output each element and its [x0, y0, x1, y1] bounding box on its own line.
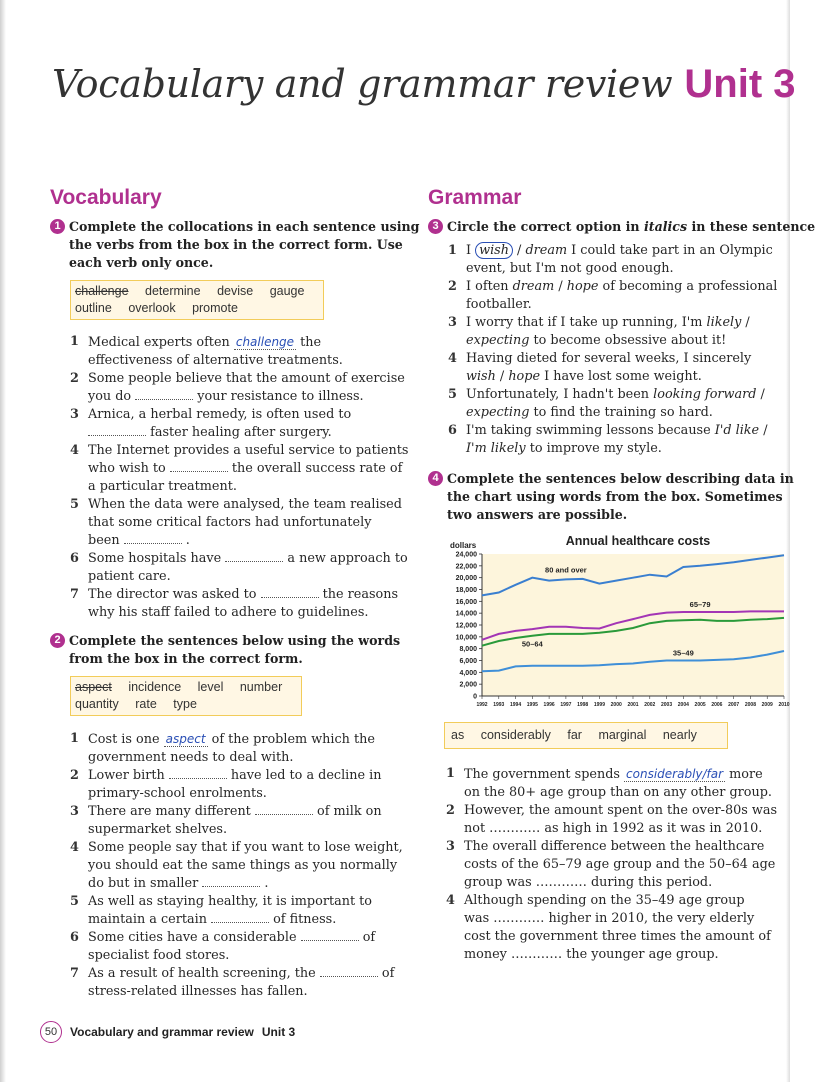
x-tick-label: 2002	[644, 702, 656, 708]
list-item: 6 I'm taking swimming lessons because I'd like / I'm likely to improve my style.	[448, 423, 768, 456]
list-item	[70, 370, 410, 406]
series-label: 35–49	[672, 648, 694, 658]
grammar-column	[428, 186, 815, 964]
list-item	[70, 929, 410, 965]
item-text: Unfortunately, I hadn't been	[466, 387, 650, 402]
item-text: the reasons	[322, 587, 399, 602]
item-text: primary-school enrolments.	[88, 786, 267, 801]
item-text: I worry that if I take up running, I'm	[466, 315, 703, 330]
x-tick-label: 2010	[778, 702, 790, 708]
list-item: 2 I often dream / hope of becoming a professional footballer.	[448, 278, 784, 314]
y-tick-label: 16,000	[455, 598, 477, 606]
list-item	[70, 767, 410, 803]
list-item	[70, 406, 410, 442]
item-number: 3	[448, 315, 457, 330]
item-text: to improve my style.	[529, 441, 662, 456]
series-label: 80 and over	[545, 565, 587, 575]
word-box-item: as	[451, 728, 465, 742]
x-tick-label: 1992	[476, 702, 488, 708]
grammar-heading: Grammar	[428, 186, 522, 209]
x-tick-label: 2009	[761, 702, 773, 708]
handwritten-answer[interactable]: challenge	[235, 335, 295, 349]
word-box-item: rate	[135, 697, 157, 711]
item-number: 2	[446, 803, 455, 818]
list-item	[446, 838, 784, 892]
item-text: Medical experts often	[88, 335, 230, 350]
list-item	[70, 442, 410, 496]
item-number: 6	[448, 423, 457, 438]
item-text: I'm taking swimming lessons because	[466, 423, 711, 438]
exercise-3-instruction	[428, 218, 815, 236]
item-text: Having dieted for several weeks, I sincerely	[466, 351, 752, 366]
item-text: costs of the 65–79 age group and the 50–64 age	[464, 857, 776, 872]
item-text: more	[729, 767, 763, 782]
title-main: Vocabulary and grammar review	[52, 62, 673, 106]
option[interactable]: hope	[566, 279, 599, 294]
instruction-line: two answers are possible.	[447, 507, 628, 522]
x-tick-label: 1994	[509, 702, 522, 708]
instruction-text: in these sentence	[687, 219, 815, 234]
option[interactable]: I'm likely	[466, 441, 526, 456]
word-box-2	[70, 676, 302, 716]
instruction-line: the verbs from the box in the correct form. Use	[69, 237, 403, 252]
page-number: 50	[40, 1021, 62, 1043]
list-item	[70, 839, 410, 893]
item-text: Cost is one	[88, 732, 160, 747]
exercise-2-list	[70, 730, 410, 1001]
option[interactable]: dream	[525, 243, 568, 258]
y-tick-label: 6,000	[459, 658, 477, 665]
list-item	[70, 730, 410, 767]
word-box-item: level	[197, 680, 224, 694]
y-tick-label: 2,000	[459, 681, 477, 689]
answer-blank[interactable]	[211, 912, 269, 923]
item-number: 5	[70, 894, 79, 909]
item-number: 4	[70, 840, 79, 855]
item-text: effectiveness of alternative treatments.	[88, 353, 343, 368]
option[interactable]: dream	[512, 279, 555, 294]
y-tick-label: 10,000	[455, 634, 477, 642]
y-tick-label: 18,000	[455, 587, 477, 594]
page-footer	[40, 1021, 295, 1043]
item-text: of fitness.	[273, 912, 337, 927]
item-text: money ………… the younger age group.	[464, 947, 719, 962]
answer-blank[interactable]	[320, 966, 378, 977]
item-text: The overall difference between the healthcare	[464, 839, 765, 854]
x-tick-label: 1997	[560, 702, 572, 708]
x-tick-label: 2008	[744, 702, 757, 708]
list-item	[70, 496, 410, 550]
list-item: 5 Unfortunately, I hadn't been looking forward / expecting to find the training so hard.	[448, 387, 765, 420]
item-text: that some critical factors had unfortunately	[88, 515, 372, 530]
list-item	[70, 550, 410, 586]
word-box-item: aspect	[75, 680, 112, 694]
item-number: 3	[446, 839, 455, 854]
option[interactable]: wish	[466, 369, 496, 384]
item-text: you should eat the same things as you normally	[88, 858, 398, 873]
x-tick-label: 2006	[711, 702, 723, 708]
page-title	[52, 62, 796, 107]
answer-blank[interactable]	[169, 768, 227, 779]
item-number: 2	[70, 768, 79, 783]
item-text: Some hospitals have	[88, 551, 222, 566]
list-item	[70, 803, 410, 839]
word-box-item: devise	[217, 284, 254, 298]
instruction-line: Complete the collocations in each sentence using	[69, 219, 420, 234]
item-text: When the data were analysed, the team realised	[88, 497, 402, 512]
item-text: group was ………… during this period.	[464, 875, 713, 890]
item-text: I have lost some weight.	[544, 369, 702, 384]
answer-blank[interactable]	[301, 930, 359, 941]
item-number: 4	[446, 893, 455, 908]
item-text: As a result of health screening, the	[88, 966, 316, 981]
item-text: As well as staying healthy, it is important to	[88, 894, 373, 909]
list-item	[70, 893, 410, 929]
x-tick-label: 2001	[627, 702, 639, 708]
item-number: 1	[70, 731, 79, 746]
item-text: .	[264, 876, 269, 891]
item-text: The government spends	[464, 767, 620, 782]
x-tick-label: 2007	[728, 702, 740, 708]
chart-svg	[428, 532, 790, 712]
plot-background	[482, 554, 784, 696]
item-number: 1	[448, 243, 457, 258]
option[interactable]: hope	[508, 369, 541, 384]
y-tick-label: 12,000	[455, 622, 477, 630]
x-tick-label: 1996	[543, 702, 555, 708]
answer-blank[interactable]	[202, 876, 260, 887]
answer-blank[interactable]	[135, 389, 193, 400]
vocabulary-heading: Vocabulary	[50, 186, 162, 209]
word-box-item: incidence	[128, 680, 182, 694]
list-item	[70, 586, 410, 622]
word-box-item: marginal	[598, 728, 647, 742]
item-text: Some people say that if you want to lose weight,	[88, 840, 403, 855]
answer-blank[interactable]	[255, 804, 313, 815]
y-tick-label: 22,000	[455, 563, 477, 571]
item-text: patient care.	[88, 569, 171, 584]
item-number: 3	[70, 804, 79, 819]
answer-blank[interactable]	[225, 551, 283, 562]
option[interactable]: likely	[706, 315, 742, 330]
exercise-1-list	[70, 333, 410, 622]
option[interactable]: looking forward	[653, 387, 757, 402]
item-text: However, the amount spent on the over-80s was	[464, 803, 778, 818]
list-item: 3 I worry that if I take up running, I'm likely / expecting to become obsessive about it!	[448, 315, 750, 348]
y-axis-label: dollars	[450, 541, 477, 550]
x-tick-label: 1999	[593, 702, 606, 708]
instruction-italic: italics	[643, 219, 688, 234]
y-tick-label: 8,000	[459, 646, 477, 654]
x-tick-label: 2004	[677, 702, 689, 708]
exercise-2-instruction	[50, 632, 410, 668]
item-text: Although spending on the 35–49 age group	[464, 893, 745, 908]
footer-title: Vocabulary and grammar review	[70, 1025, 254, 1039]
word-box-item: outline	[75, 301, 112, 315]
answer-blank[interactable]	[170, 461, 228, 472]
item-text: Lower birth	[88, 768, 165, 783]
handwritten-answer[interactable]: considerably/far	[626, 767, 724, 781]
instruction-line: Complete the sentences below describing data in	[447, 471, 794, 486]
item-text: government needs to deal with.	[88, 750, 294, 765]
item-text: have led to a decline in	[230, 768, 382, 783]
item-text: of	[362, 930, 376, 945]
exercise-3-list	[448, 242, 784, 458]
item-number: 6	[70, 551, 79, 566]
word-box-item: challenge	[75, 284, 129, 298]
word-box-item: number	[239, 680, 283, 694]
item-number: 1	[70, 334, 79, 349]
word-box-item: overlook	[128, 301, 176, 315]
circled-option[interactable]: wish	[475, 242, 513, 259]
y-tick-label: 0	[473, 693, 477, 701]
word-box-4	[444, 722, 728, 749]
page-edge-right	[786, 0, 790, 1082]
series-label: 65–79	[689, 599, 711, 609]
item-text: cost the government three times the amount of	[464, 929, 771, 944]
item-text: been	[88, 533, 120, 548]
item-text: of the problem which the	[211, 732, 375, 747]
item-number: 6	[70, 930, 79, 945]
list-item	[446, 892, 784, 964]
exercise-number-badge: 1	[50, 219, 65, 234]
x-tick-label: 2003	[660, 702, 673, 708]
word-box-item: considerably	[480, 728, 551, 742]
instruction-text: Circle the correct option in	[447, 219, 644, 234]
item-number: 7	[70, 587, 79, 602]
item-text: There are many different	[88, 804, 251, 819]
x-tick-label: 2005	[694, 702, 706, 708]
list-item	[70, 333, 410, 370]
item-text: maintain a certain	[88, 912, 207, 927]
word-box-item: gauge	[269, 284, 305, 298]
item-text: a new approach to	[287, 551, 408, 566]
list-item: 4 Having dieted for several weeks, I sincerely wish / hope I have lost some weight.	[448, 350, 784, 386]
item-text: not ………… as high in 1992 as it was in 2010.	[464, 821, 763, 836]
exercise-number-badge: 2	[50, 633, 65, 648]
item-text: specialist food stores.	[88, 948, 230, 963]
item-number: 1	[446, 766, 455, 781]
exercise-number-badge: 4	[428, 471, 443, 486]
item-text: faster healing after surgery.	[150, 425, 332, 440]
instruction-line: Complete the sentences below using the words	[69, 633, 401, 648]
x-tick-label: 1998	[577, 702, 589, 708]
item-text: to become obsessive about it!	[533, 333, 727, 348]
item-text: who wish to	[88, 461, 166, 476]
exercise-4-instruction	[428, 470, 794, 524]
item-text: I often	[466, 279, 509, 294]
item-text: your resistance to illness.	[197, 389, 364, 404]
word-box-item: nearly	[662, 728, 697, 742]
item-number: 2	[70, 371, 79, 386]
item-text: do but in smaller	[88, 876, 199, 891]
item-number: 5	[448, 387, 457, 402]
handwritten-answer[interactable]: aspect	[165, 732, 206, 746]
list-item	[446, 802, 784, 838]
instruction-line: the chart using words from the box. Sometimes	[447, 489, 783, 504]
item-text: Some cities have a considerable	[88, 930, 297, 945]
title-unit: Unit 3	[684, 62, 796, 106]
item-number: 3	[70, 407, 79, 422]
word-box-item: determine	[145, 284, 201, 298]
item-number: 5	[70, 497, 79, 512]
item-text: Arnica, a herbal remedy, is often used to	[88, 407, 352, 422]
option[interactable]: expecting	[466, 333, 530, 348]
vocabulary-column	[50, 186, 420, 1001]
exercise-number-badge: 3	[428, 219, 443, 234]
option[interactable]: expecting	[466, 405, 530, 420]
chart-title: Annual healthcare costs	[565, 534, 711, 548]
item-text: event, but I'm not good enough.	[466, 261, 674, 276]
item-text: supermarket shelves.	[88, 822, 228, 837]
item-text: a particular treatment.	[88, 479, 237, 494]
item-text: why his staff failed to adhere to guidelines.	[88, 605, 369, 620]
item-number: 4	[70, 443, 79, 458]
item-text: The Internet provides a useful service to patients	[88, 443, 409, 458]
instruction-line: from the box in the correct form.	[69, 651, 303, 666]
footer-unit: Unit 3	[261, 1025, 296, 1039]
item-text: the overall success rate of	[231, 461, 403, 476]
item-text: footballer.	[466, 297, 532, 312]
x-tick-label: 1993	[493, 702, 505, 708]
exercise-4-list	[446, 765, 784, 964]
word-box-item: far	[567, 728, 582, 742]
y-tick-label: 20,000	[455, 575, 477, 583]
y-tick-label: 24,000	[455, 551, 477, 559]
y-tick-label: 4,000	[459, 669, 477, 677]
item-text: of milk on	[316, 804, 382, 819]
word-box-item: type	[173, 697, 197, 711]
item-number: 4	[448, 351, 457, 366]
item-text: I could take part in an Olympic	[571, 243, 773, 258]
series-label: 50–64	[521, 639, 543, 649]
item-text: on the 80+ age group than on any other group.	[464, 785, 772, 800]
item-text: was ………… higher in 2010, the very elderly	[464, 911, 755, 926]
healthcare-chart	[428, 532, 790, 716]
x-tick-label: 2000	[610, 702, 622, 708]
word-box-1	[70, 280, 324, 320]
y-tick-label: 14,000	[455, 610, 477, 618]
option[interactable]: I'd like	[714, 423, 760, 438]
item-text: of becoming a professional	[602, 279, 778, 294]
list-item: 1 I wish / dream I could take part in an Olympic event, but I'm not good enough.	[448, 242, 784, 278]
exercise-1-instruction	[50, 218, 420, 272]
item-number: 7	[70, 966, 79, 981]
answer-blank[interactable]	[124, 533, 182, 544]
answer-blank[interactable]	[261, 587, 319, 598]
word-box-item: promote	[192, 301, 238, 315]
instruction-line: each verb only once.	[69, 255, 214, 270]
item-text: .	[185, 533, 190, 548]
item-text: you do	[88, 389, 132, 404]
item-number: 2	[448, 279, 457, 294]
list-item	[446, 765, 784, 802]
item-text: to find the training so hard.	[533, 405, 713, 420]
item-text: of	[381, 966, 395, 981]
item-text: stress-related illnesses has fallen.	[88, 984, 308, 999]
item-text: the	[300, 335, 322, 350]
word-box-item: quantity	[75, 697, 119, 711]
item-text: The director was asked to	[88, 587, 257, 602]
answer-blank[interactable]	[88, 425, 146, 436]
item-text: Some people believe that the amount of exercise	[88, 371, 405, 386]
page-edge	[0, 0, 6, 1082]
x-tick-label: 1995	[526, 702, 538, 708]
list-item	[70, 965, 410, 1001]
